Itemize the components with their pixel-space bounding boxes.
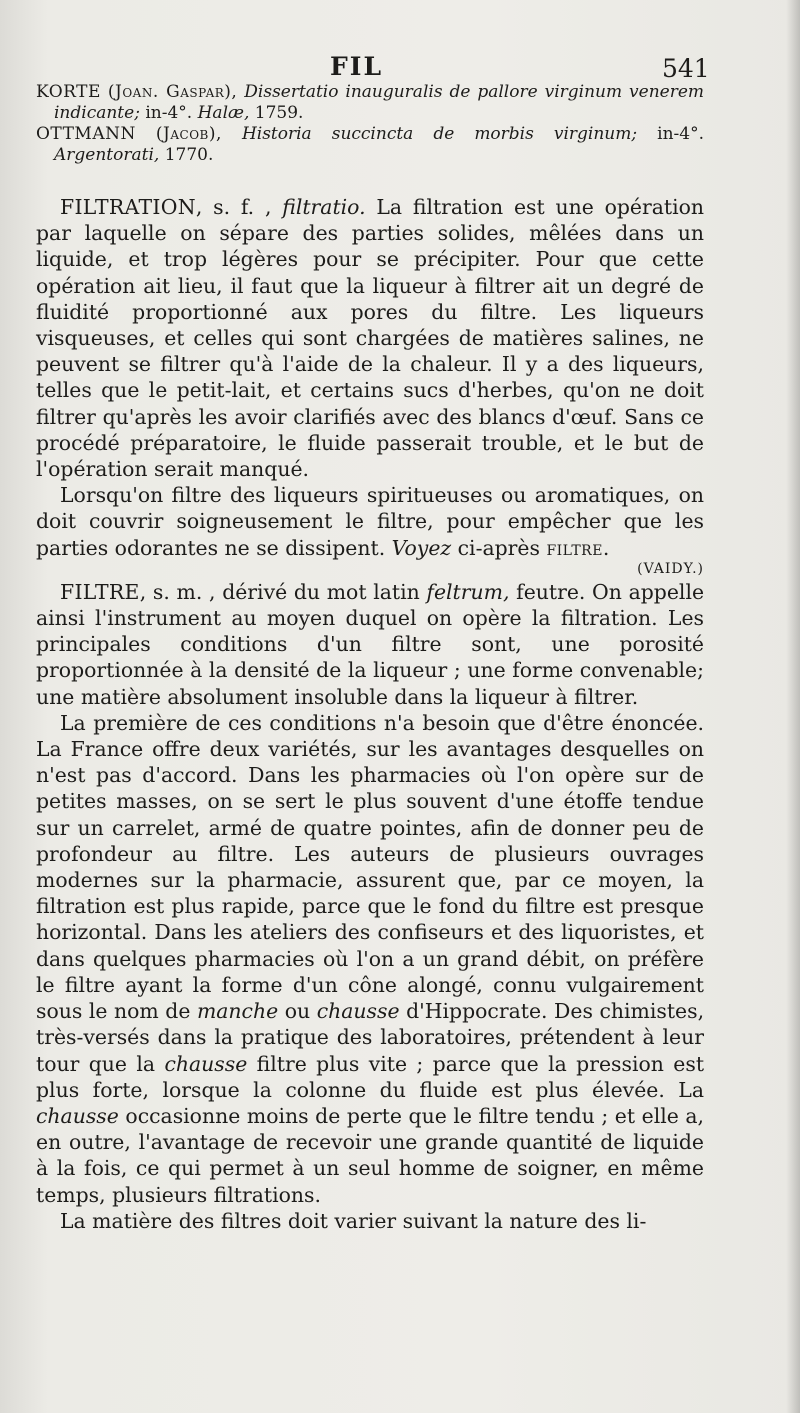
term-chausse: chausse — [36, 1103, 119, 1128]
filtre-grammar: , s. m. , — [139, 579, 216, 604]
filtration-paragraph-2 — [36, 482, 704, 561]
filtre-paragraph-2 — [36, 710, 704, 1208]
filtration-latin: filtratio. — [282, 195, 366, 219]
filtration-text-1: La filtration est une opération par laquelle on sépare des parties solides, mêlées dans un liquide, et trop légères pour se précipiter. Pour que cette opération ait lieu, il faut que la liqueur à filtrer ait un degré de fluidité proportionné aux pores du filtre. Les liqueurs visqueuses, et celles qui sont chargées de matières salines, ne peuvent se filtrer qu'à l'aide de la chaleur. Il y a des liqueurs, telles que le petit-lait, et certains sucs d'herbes, qu'on ne doit filtrer qu'après les avoir clarifiés avec des blancs d'œuf. Sans ce procédé préparatoire, le fluide passerait trouble, et le but de l'opération serait manqué. — [36, 195, 705, 482]
term-chausse: chausse — [164, 1051, 248, 1076]
filtre-text-2d: occasionne moins de perte que le filtre tendu ; et elle a, en outre, l'avantage de recevoir une grande quantité de liquide à la fois, ce qui permet à un seul homme de soigner, en même temps, plusieurs filtrations. — [36, 1103, 705, 1207]
filtre-text-2b: d'Hippocrate. Des chimistes, très-versés dans la pratique des laboratoires, prétendent à leur tour que la — [36, 999, 705, 1076]
crossref-filtre: filtre. — [546, 535, 610, 560]
page-number: 541 — [662, 54, 710, 83]
filtre-paragraph-3: La matière des filtres doit varier suivant la nature des li- — [60, 1208, 647, 1233]
filtration-text-2: Lorsqu'on filtre des liqueurs spiritueuses ou aromatiques, on doit couvrir soigneusement le filtre, pour empêcher que les parties odorantes ne se dissipent. — [36, 483, 704, 560]
place: Argentorati, — [54, 145, 160, 165]
year: 1770. — [164, 145, 214, 165]
author-signature: (VAIDY.) — [637, 560, 704, 577]
author-name: OTTMANN — [36, 124, 136, 144]
filtration-paragraph-1 — [36, 194, 704, 482]
text-column — [36, 82, 704, 1234]
term-manche: manche — [196, 999, 279, 1024]
filtre-headword: FILTRE — [60, 579, 140, 604]
filtre-paragraph-1 — [36, 579, 704, 710]
place: Halæ, — [197, 103, 250, 123]
work-title: Dissertatio inauguralis de pallore virginum venerem indicante; — [54, 82, 705, 123]
imprint: in-4°. — [657, 124, 704, 144]
filtre-text-1a: dérivé du mot latin — [222, 579, 420, 604]
ci-apres-label: ci-après — [457, 535, 540, 560]
filtre-latin: feltrum, — [426, 579, 510, 604]
filtration-headword: FILTRATION — [60, 195, 196, 219]
author-name: KORTE — [36, 82, 101, 102]
page-header — [0, 52, 800, 82]
voyez-label: Voyez — [391, 535, 452, 560]
author-given: (Jacob), — [155, 124, 222, 144]
bibliography-entry-korte — [36, 82, 704, 124]
term-chausse: chausse — [316, 999, 400, 1024]
author-given: (Joan. Gaspar), — [107, 82, 238, 102]
filtre-text-2a: La première de ces conditions n'a besoin que d'être énoncée. La France offre deux variétés, sur les avantages desquelles on n'est pas d'accord. Dans les pharmacies où l'on opère sur de petites masses, on se sert le plus souvent d'une étoffe tendue sur un carrelet, armé de quatre pointes, afin de donner peu de profondeur au filtre. Les auteurs de plusieurs ouvrages modernes sur la pharmacie, assurent que, par ce moyen, la filtration est plus rapide, parce que le fond du filtre est presque horizontal. Dans les ateliers des confiseurs et des liquoristes, et dans quelques pharmacies où l'on a un grand débit, on préfère le filtre ayant la forme d'un cône alongé, connu vulgairement sous le nom de — [36, 710, 704, 1024]
filtre-text-1b: feutre. On appelle ainsi l'instrument au moyen duquel on opère la filtration. Les principales conditions d'un filtre sont, une porosité proportionnée à la densité de la liqueur ; une forme convenable; une matière absolument insoluble dans la liqueur à filtrer. — [36, 579, 705, 709]
running-head: FIL — [330, 52, 384, 81]
binding-shadow — [786, 0, 800, 1413]
filtration-grammar: , s. f. , — [195, 195, 272, 219]
work-title: Historia succincta de morbis virginum; — [241, 124, 638, 144]
bibliography-entry-ottmann — [36, 124, 704, 166]
imprint: in-4°. — [145, 103, 193, 123]
year: 1759. — [254, 103, 304, 123]
filtre-text-2c: filtre plus vite ; parce que la pression est plus forte, lorsque la colonne du fluide est plus élevée. La — [36, 1051, 705, 1102]
word-ou: ou — [284, 999, 311, 1024]
